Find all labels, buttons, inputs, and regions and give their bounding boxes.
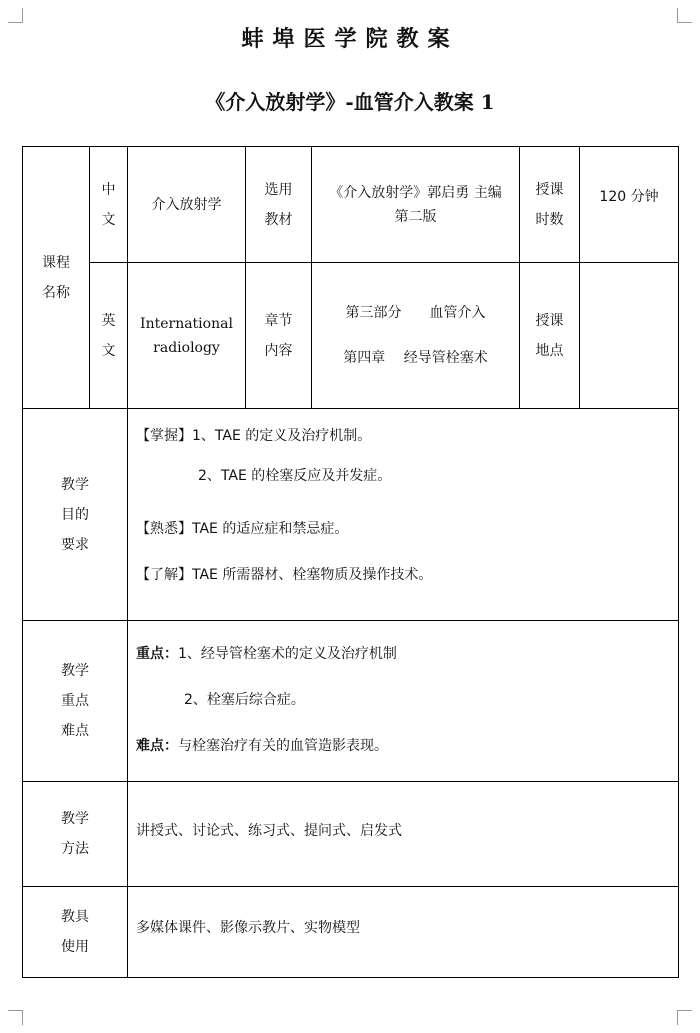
tools-content (128, 887, 679, 978)
lesson-plan-table (22, 146, 679, 978)
methods-content (128, 782, 679, 887)
tools-value: 多媒体课件、影像示教片、实物模型 (136, 920, 360, 936)
english-course-name: International radiology (128, 263, 246, 409)
page-corner-mark (677, 1010, 692, 1025)
objective-familiar: 【熟悉】TAE 的适应症和禁忌症。 (136, 521, 349, 537)
methods-value: 讲授式、讨论式、练习式、提问式、启发式 (136, 823, 402, 839)
teaching-place-value (580, 263, 679, 409)
keypoints-content (128, 621, 679, 782)
objective-master-2: 2、TAE 的栓塞反应及并发症。 (198, 468, 392, 484)
english-name-label: 英 文 (90, 263, 128, 409)
keypoint-2: 2、栓塞后综合症。 (184, 692, 305, 708)
textbook-label: 选用 教材 (246, 147, 312, 263)
school-title: 蚌埠医学院教案 (241, 26, 459, 52)
methods-label: 教学 方法 (23, 782, 128, 887)
keypoints-label: 教学 重点 难点 (23, 621, 128, 782)
difficulty: 难点：与栓塞治疗有关的血管造影表现。 (136, 738, 388, 754)
page-corner-mark (8, 8, 23, 23)
objectives-label: 教学 目的 要求 (23, 409, 128, 621)
objective-master-1: 【掌握】1、TAE 的定义及治疗机制。 (136, 428, 372, 444)
keypoint-1: 重点：1、经导管栓塞术的定义及治疗机制 (136, 646, 397, 662)
course-plan-title: 《介入放射学》-血管介入教案 1 (205, 90, 495, 114)
textbook-value: 《介入放射学》郭启勇 主编 第二版 (312, 147, 520, 263)
objective-know: 【了解】TAE 所需器材、栓塞物质及操作技术。 (136, 567, 433, 583)
teaching-hours-label: 授课 时数 (520, 147, 580, 263)
chinese-course-name: 介入放射学 (128, 147, 246, 263)
chapter-value: 第三部分 血管介入 第四章 经导管栓塞术 (312, 263, 520, 409)
chapter-label: 章节 内容 (246, 263, 312, 409)
tools-label: 教具 使用 (23, 887, 128, 978)
teaching-hours-value: 120 分钟 (580, 147, 679, 263)
chinese-name-label: 中 文 (90, 147, 128, 263)
page-corner-mark (677, 8, 692, 23)
page-corner-mark (8, 1010, 23, 1025)
course-name-label: 课程 名称 (23, 147, 90, 409)
teaching-place-label: 授课 地点 (520, 263, 580, 409)
objectives-content (128, 409, 679, 621)
